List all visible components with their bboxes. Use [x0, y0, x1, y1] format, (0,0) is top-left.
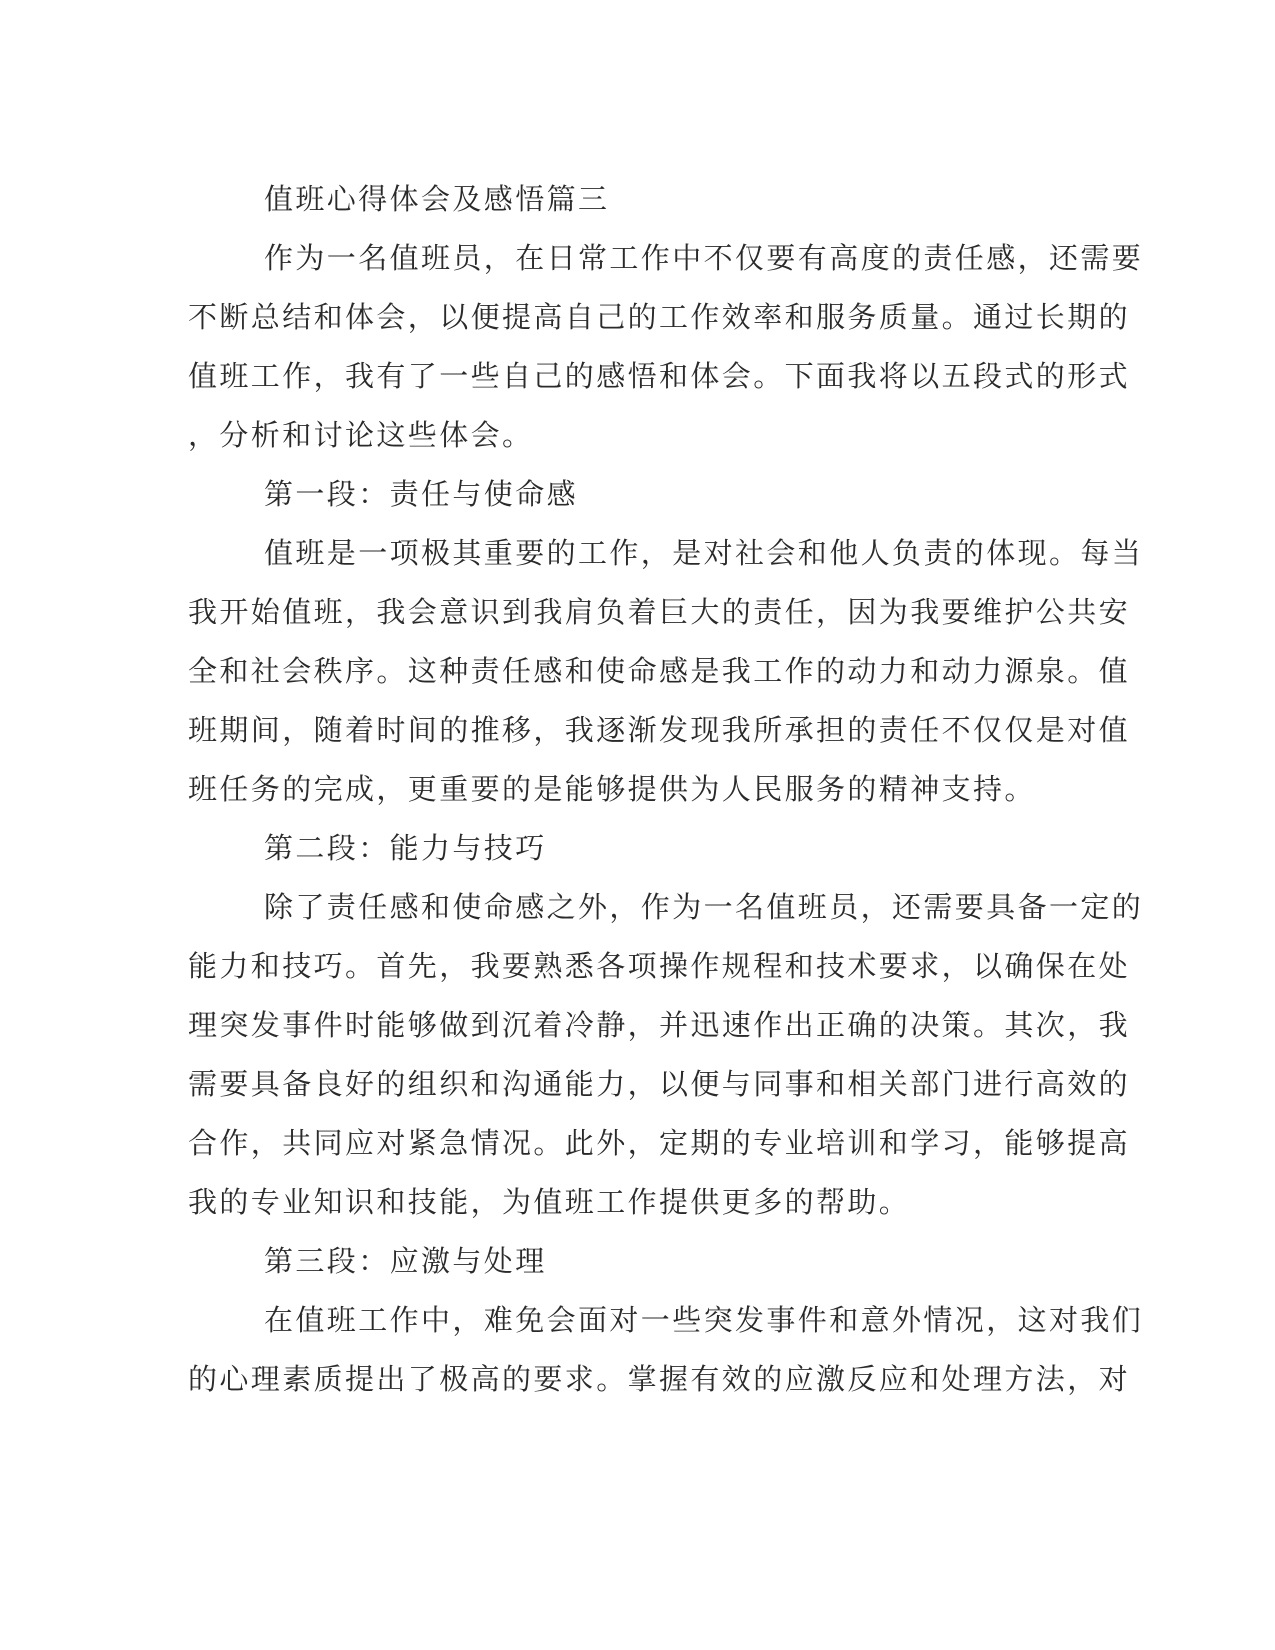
document-page — [188, 170, 1144, 1409]
paragraph-line: 除了责任感和使命感之外，作为一名值班员，还需要具备一定的 — [264, 890, 1144, 924]
section-heading-2: 第二段：能力与技巧 — [264, 831, 547, 865]
paragraph-line: 全和社会秩序。这种责任感和使命感是我工作的动力和动力源泉。值 — [188, 654, 1131, 688]
paragraph-line: ，分析和讨论这些体会。 — [188, 418, 534, 452]
paragraph-line: 班任务的完成，更重要的是能够提供为人民服务的精神支持。 — [188, 772, 1036, 806]
paragraph-line: 不断总结和体会，以便提高自己的工作效率和服务质量。通过长期的 — [188, 300, 1131, 334]
paragraph-line: 的心理素质提出了极高的要求。掌握有效的应激反应和处理方法，对 — [188, 1362, 1131, 1396]
paragraph-line: 我的专业知识和技能，为值班工作提供更多的帮助。 — [188, 1185, 911, 1219]
paragraph-line: 班期间，随着时间的推移，我逐渐发现我所承担的责任不仅仅是对值 — [188, 713, 1131, 747]
paragraph-line: 需要具备良好的组织和沟通能力，以便与同事和相关部门进行高效的 — [188, 1067, 1131, 1101]
paragraph-responsibility — [188, 524, 1144, 819]
paragraph-line: 值班是一项极其重要的工作，是对社会和他人负责的体现。每当 — [264, 536, 1144, 570]
document-title: 值班心得体会及感悟篇三 — [264, 182, 610, 216]
paragraph-line: 合作，共同应对紧急情况。此外，定期的专业培训和学习，能够提高 — [188, 1126, 1131, 1160]
paragraph-line: 我开始值班，我会意识到我肩负着巨大的责任，因为我要维护公共安 — [188, 595, 1131, 629]
paragraph-line: 作为一名值班员，在日常工作中不仅要有高度的责任感，还需要 — [264, 241, 1144, 275]
paragraph-line: 理突发事件时能够做到沉着冷静，并迅速作出正确的决策。其次，我 — [188, 1008, 1131, 1042]
paragraph-line: 值班工作，我有了一些自己的感悟和体会。下面我将以五段式的形式 — [188, 359, 1131, 393]
paragraph-emergency — [188, 1291, 1144, 1409]
paragraph-intro — [188, 229, 1144, 465]
section-heading-1: 第一段：责任与使命感 — [264, 477, 579, 511]
paragraph-abilities — [188, 878, 1144, 1232]
paragraph-line: 能力和技巧。首先，我要熟悉各项操作规程和技术要求，以确保在处 — [188, 949, 1131, 983]
paragraph-line: 在值班工作中，难免会面对一些突发事件和意外情况，这对我们 — [264, 1303, 1144, 1337]
section-heading-3: 第三段：应激与处理 — [264, 1244, 547, 1278]
